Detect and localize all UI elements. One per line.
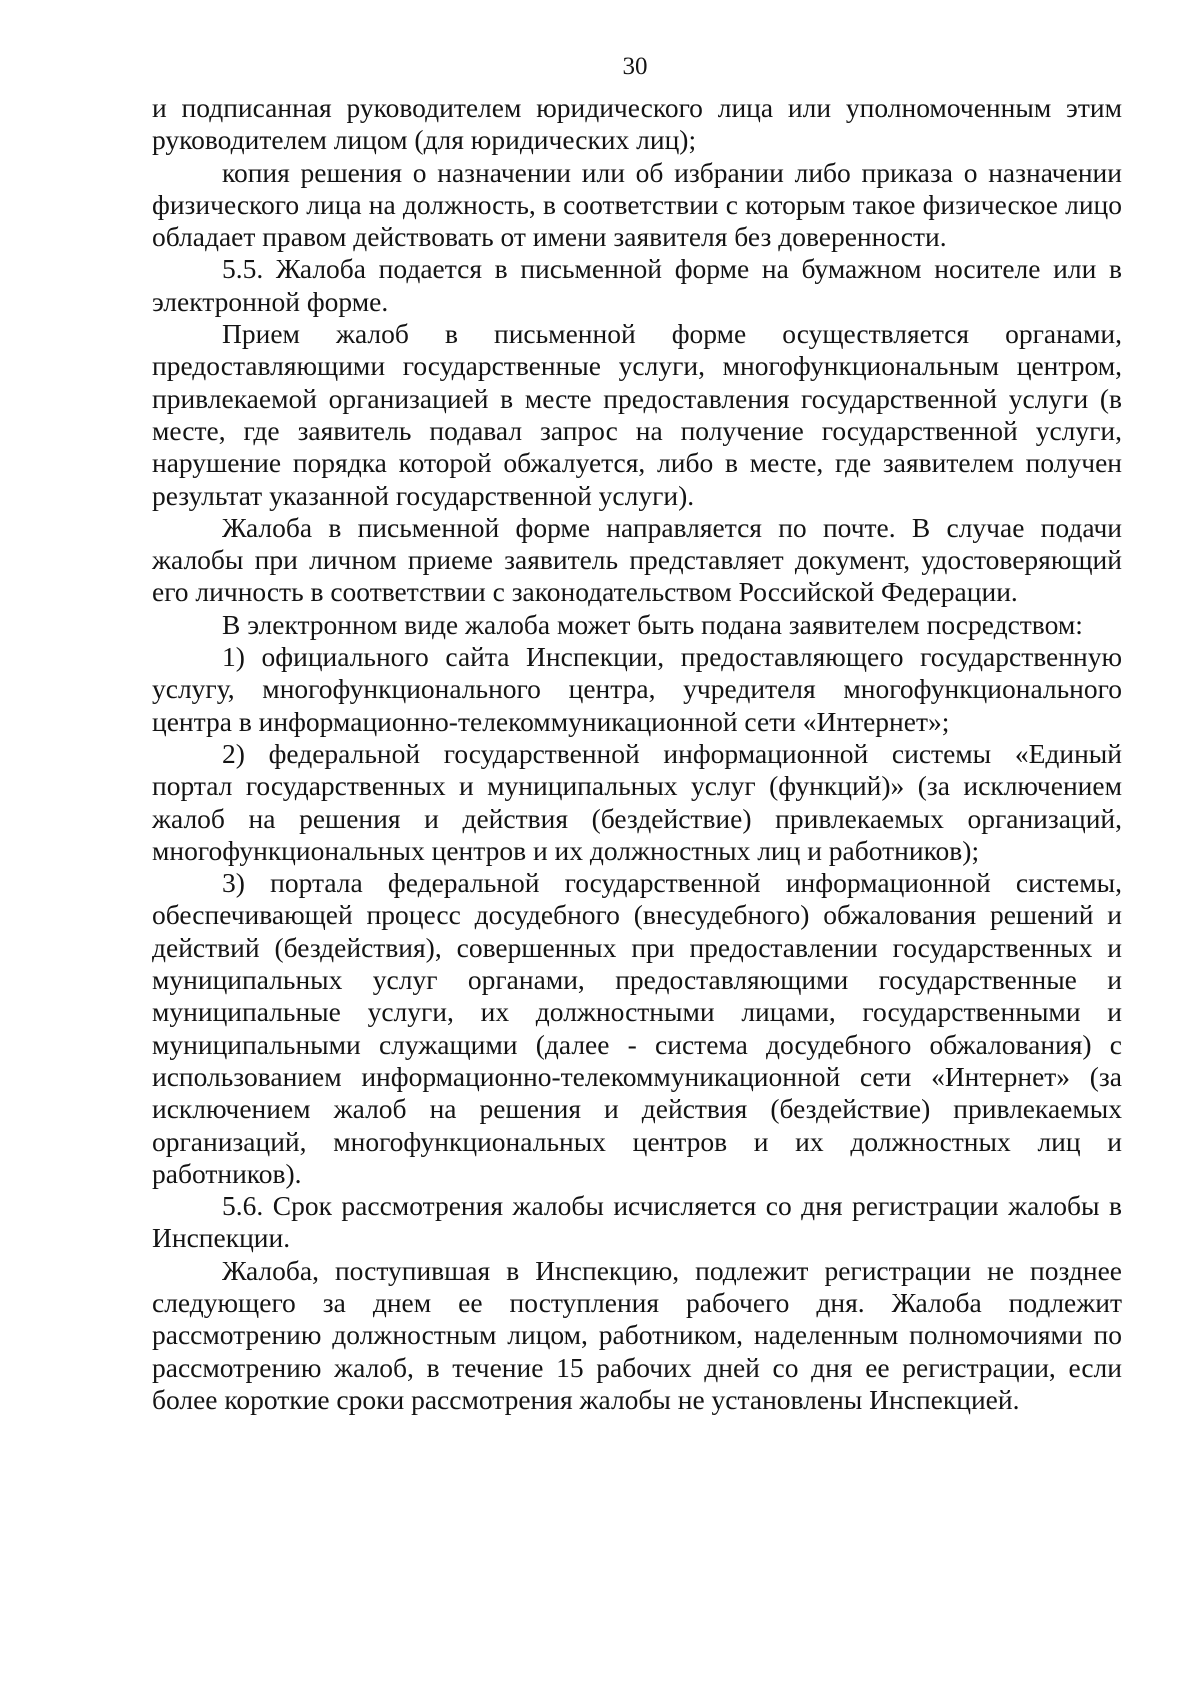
paragraph-registration: Жалоба, поступившая в Инспекцию, подлежит регистрации не позднее следующего за днем ее поступления рабочего дня. Жалоба подлежит рассмотрению должностным лицом, работником, наделенным полномочиями по рассмотрению жалоб, в течение 15 рабочих дней со дня ее регистрации, если более короткие сроки рассмотрения жалобы не установлены Инспекцией. (152, 1254, 1122, 1415)
paragraph-mail-submission: Жалоба в письменной форме направляется по почте. В случае подачи жалобы при личном приеме заявитель представляет документ, удостоверяющий его личность в соответствии с законодательством Российской Федерации. (152, 511, 1122, 608)
document-body (152, 92, 1122, 1416)
list-item-3: 3) портала федеральной государственной информационной системы, обеспечивающей процесс досудебного (внесудебного) обжалования решений и действий (бездействия), совершенных при предоставлении государственных и муниципальных услуг органами, предоставляющими государственные и муниципальные услуги, их должностными лицами, государственными и муниципальными служащими (далее - система досудебного обжалования) с использованием информационно-телекоммуникационной сети «Интернет» (за исключением жалоб на решения и действия (бездействие) привлекаемых организаций, многофункциональных центров и их должностных лиц и работников). (152, 867, 1122, 1189)
page-number: 30 (622, 53, 648, 80)
list-item-1: 1) официального сайта Инспекции, предоставляющего государственную услугу, многофункционального центра, учредителя многофункционального центра в информационно-телекоммуникационной сети «Интернет»; (152, 641, 1122, 737)
paragraph-written-reception: Прием жалоб в письменной форме осуществляется органами, предоставляющими государственные услуги, многофункциональным центром, привлекаемой организацией в месте предоставления государственной услуги (в месте, где заявитель подавал запрос на получение государственной услуги, нарушение порядка которой обжалуется, либо в месте, где заявителем получен результат указанной государственной услуги). (152, 318, 1122, 511)
paragraph-electronic-intro: В электронном виде жалоба может быть подана заявителем посредством: (222, 608, 1083, 640)
paragraph-5-5: 5.5. Жалоба подается в письменной форме на бумажном носителе или в электронной форме. (152, 253, 1122, 317)
list-item-2: 2) федеральной государственной информационной системы «Единый портал государственных и муниципальных услуг (функций)» (за исключением жалоб на решения и действия (бездействие) привлекаемых организаций, многофункциональных центров и их должностных лиц и работников); (152, 737, 1122, 866)
paragraph-continuation: и подписанная руководителем юридического лица или уполномоченным этим руководителем лицом (для юридических лиц); (152, 92, 1122, 156)
paragraph-decision-copy: копия решения о назначении или об избрании либо приказа о назначении физического лица на должность, в соответствии с которым такое физическое лицо обладает правом действовать от имени заявителя без доверенности. (152, 156, 1122, 253)
paragraph-5-6: 5.6. Срок рассмотрения жалобы исчисляется со дня регистрации жалобы в Инспекции. (152, 1190, 1122, 1254)
